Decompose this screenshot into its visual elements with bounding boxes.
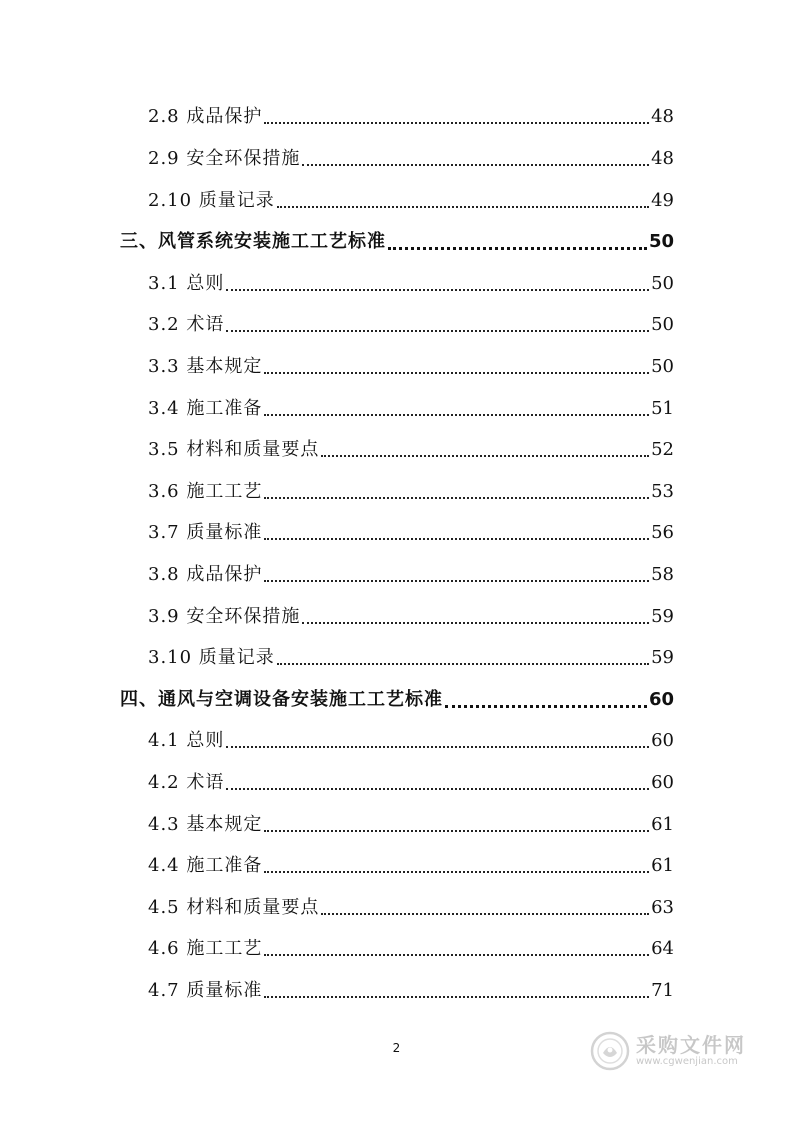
dot-leader	[264, 372, 649, 374]
toc-entry-title: 3.5 材料和质量要点	[148, 439, 320, 460]
toc-entry-title: 4.1 总则	[148, 730, 225, 751]
dot-leader	[264, 954, 649, 956]
toc-entry-title: 2.8 成品保护	[148, 106, 263, 127]
dot-leader	[321, 913, 649, 915]
toc-entry[interactable]	[148, 188, 674, 214]
dot-leader	[302, 622, 649, 624]
dot-leader	[226, 788, 649, 790]
toc-entry-title: 4.4 施工准备	[148, 855, 263, 876]
toc-entry-title: 3.3 基本规定	[148, 356, 263, 377]
toc-entry-title: 4.3 基本规定	[148, 814, 263, 835]
toc-entry-title: 4.6 施工工艺	[148, 938, 263, 959]
toc-entry-title: 3.7 质量标准	[148, 522, 263, 543]
toc-entry-page: 49	[651, 190, 674, 211]
dot-leader	[264, 414, 649, 416]
toc-chapter-page: 50	[648, 231, 674, 252]
dot-leader	[445, 705, 647, 708]
toc-entry[interactable]	[148, 312, 674, 338]
toc-chapter-page: 60	[648, 689, 674, 710]
dot-leader	[264, 871, 649, 873]
toc-entry[interactable]	[148, 895, 674, 921]
toc-entry-page: 59	[651, 606, 674, 627]
toc-entry-page: 61	[651, 814, 674, 835]
toc-entry-title: 4.5 材料和质量要点	[148, 897, 320, 918]
dot-leader	[264, 996, 649, 998]
toc-entry-title: 3.10 质量记录	[148, 647, 275, 668]
toc-entry[interactable]	[148, 978, 674, 1004]
page-number: 2	[392, 1041, 401, 1055]
toc-entry-title: 3.2 术语	[148, 314, 225, 335]
toc-entry-page: 63	[651, 897, 674, 918]
toc-entry[interactable]	[148, 853, 674, 879]
toc-entry[interactable]	[148, 271, 674, 297]
dot-leader	[264, 580, 649, 582]
toc-chapter-entry[interactable]	[120, 687, 674, 713]
toc-entry-title: 4.2 术语	[148, 772, 225, 793]
toc-entry[interactable]	[148, 936, 674, 962]
toc-entry-page: 48	[651, 148, 674, 169]
watermark-text	[636, 1034, 746, 1068]
toc-entry[interactable]	[148, 479, 674, 505]
toc-entry-page: 58	[651, 564, 674, 585]
dot-leader	[277, 663, 649, 665]
toc-chapter-entry[interactable]	[120, 229, 674, 255]
dot-leader	[226, 289, 649, 291]
toc-entry-page: 60	[651, 730, 674, 751]
toc-entry-page: 60	[651, 772, 674, 793]
dot-leader	[264, 830, 649, 832]
toc-entry-title: 3.6 施工工艺	[148, 481, 263, 502]
dot-leader	[264, 538, 649, 540]
toc-entry[interactable]	[148, 604, 674, 630]
toc-entry[interactable]	[148, 562, 674, 588]
dot-leader	[264, 497, 649, 499]
toc-entry-title: 2.10 质量记录	[148, 190, 275, 211]
toc-entry-page: 52	[651, 439, 674, 460]
toc-entry-title: 4.7 质量标准	[148, 980, 263, 1001]
toc-entry[interactable]	[148, 437, 674, 463]
dot-leader	[264, 122, 649, 124]
toc-entry-page: 53	[651, 481, 674, 502]
toc-entry-page: 51	[651, 398, 674, 419]
watermark-url: www.cgwenjian.com	[636, 1056, 738, 1067]
toc-entry-page: 59	[651, 647, 674, 668]
toc-entry-page: 56	[651, 522, 674, 543]
toc-entry[interactable]	[148, 146, 674, 172]
dot-leader	[321, 455, 649, 457]
toc-chapter-title: 四、通风与空调设备安装施工工艺标准	[120, 689, 443, 710]
toc-entry[interactable]	[148, 812, 674, 838]
dot-leader	[226, 746, 649, 748]
toc-entry[interactable]	[148, 645, 674, 671]
cgwenjian-logo-icon	[590, 1031, 630, 1071]
toc-entry-page: 48	[651, 106, 674, 127]
dot-leader	[277, 206, 649, 208]
toc-entry-title: 3.9 安全环保措施	[148, 606, 301, 627]
toc-entry-page: 71	[651, 980, 674, 1001]
toc-entry[interactable]	[148, 770, 674, 796]
toc-entry[interactable]	[148, 728, 674, 754]
toc-entry-title: 3.4 施工准备	[148, 398, 263, 419]
toc-entry-page: 64	[651, 938, 674, 959]
toc-entry-page: 61	[651, 855, 674, 876]
toc-entry-page: 50	[651, 356, 674, 377]
toc-entry-title: 2.9 安全环保措施	[148, 148, 301, 169]
toc-entry-title: 3.1 总则	[148, 273, 225, 294]
toc-entry[interactable]	[148, 396, 674, 422]
toc-entry-page: 50	[651, 314, 674, 335]
toc-entry[interactable]	[148, 354, 674, 380]
watermark-name: 采购文件网	[636, 1033, 746, 1057]
toc-entry-page: 50	[651, 273, 674, 294]
watermark	[590, 1028, 760, 1074]
toc-entry[interactable]	[148, 520, 674, 546]
dot-leader	[388, 247, 647, 250]
toc-entry[interactable]	[148, 104, 674, 130]
dot-leader	[302, 164, 649, 166]
toc-entry-title: 3.8 成品保护	[148, 564, 263, 585]
toc-chapter-title: 三、风管系统安装施工工艺标准	[120, 231, 386, 252]
dot-leader	[226, 330, 649, 332]
